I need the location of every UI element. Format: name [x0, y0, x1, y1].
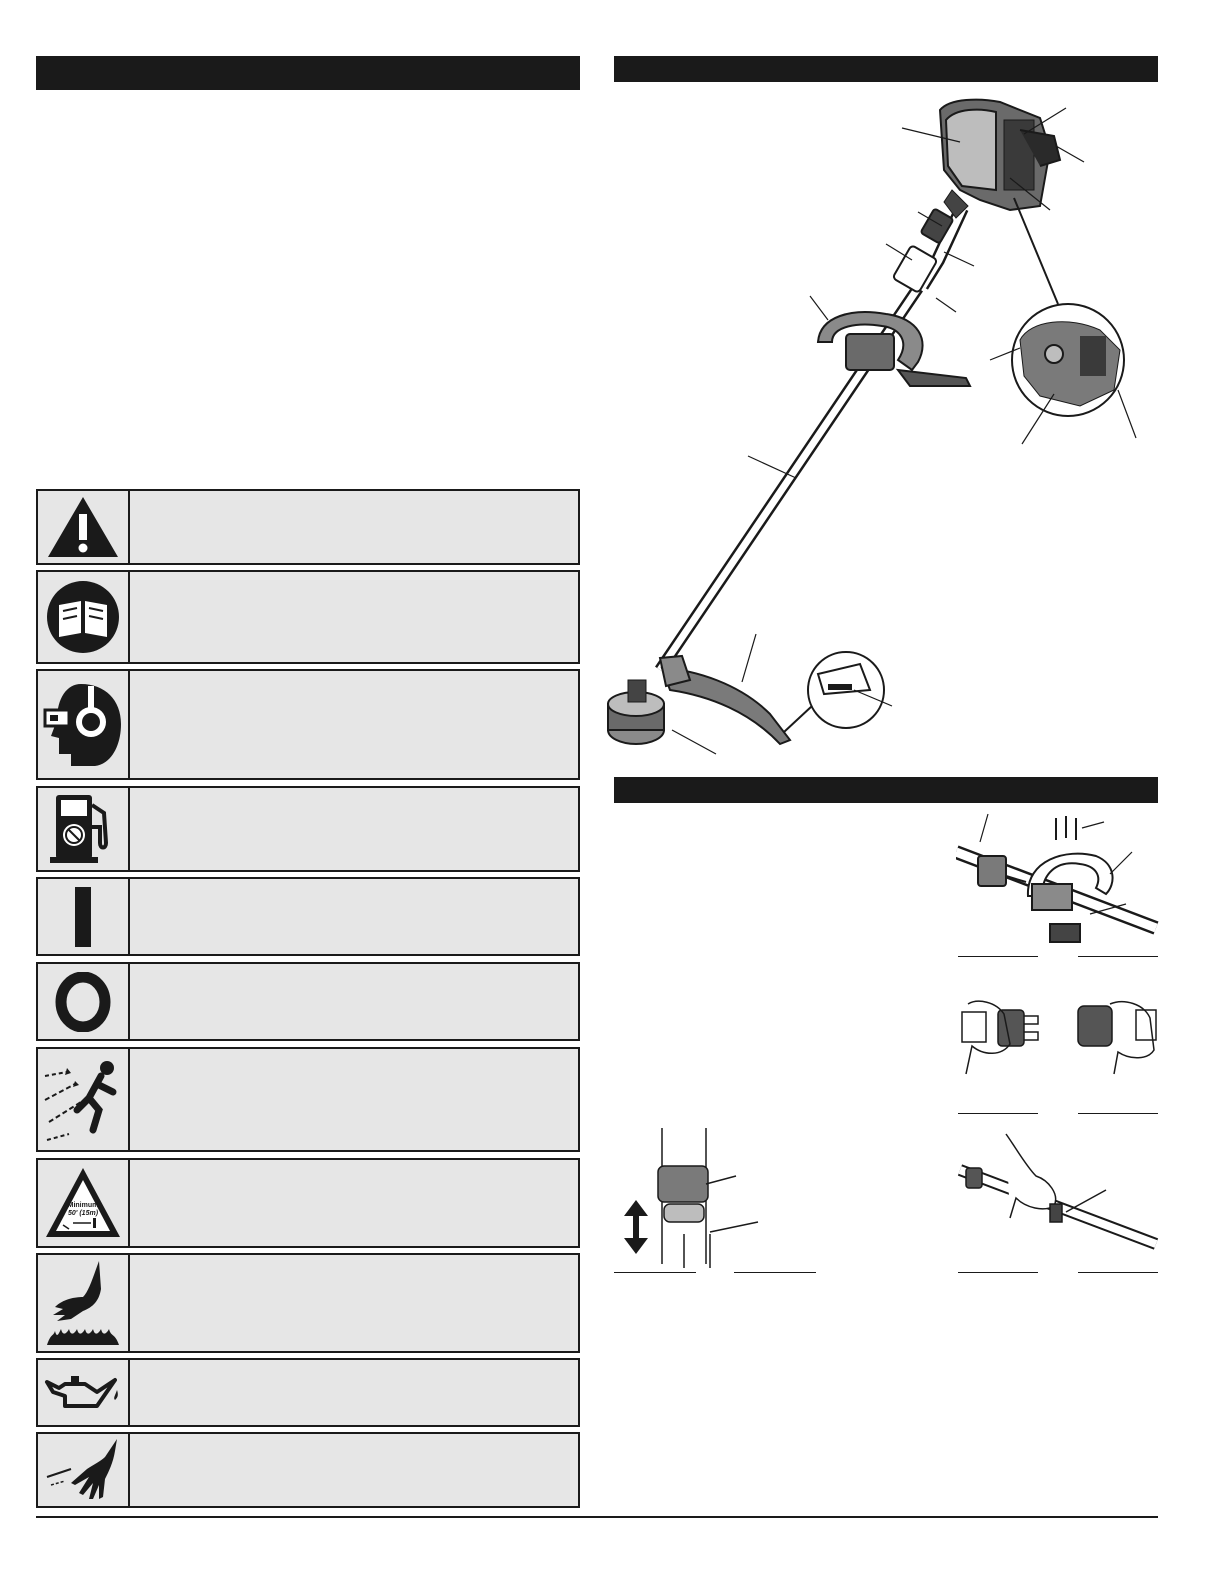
on-switch-icon: [38, 879, 130, 954]
distance-sign-line1: Minimum: [67, 1202, 99, 1209]
symbol-row-distance: [36, 1158, 580, 1248]
off-switch-icon: [38, 964, 130, 1039]
keep-distance-icon: [38, 1160, 130, 1246]
symbol-row-manual: [36, 570, 580, 664]
figure-caption-line: [614, 1272, 696, 1273]
trimmer-head-drawing: [608, 680, 664, 744]
symbol-row-oil: [36, 1358, 580, 1427]
right-bottom-section-header: [614, 777, 1158, 803]
footer-rule: [36, 1516, 1158, 1518]
figure-caption-line: [1078, 1113, 1158, 1114]
symbol-row-warning: [36, 489, 580, 565]
cut-hazard-hand-icon: [38, 1434, 130, 1506]
figure-caption-line: [1078, 956, 1158, 957]
guard-detail-circle: [784, 652, 884, 732]
oil-can-icon: [38, 1360, 130, 1425]
read-manual-icon: [38, 572, 130, 662]
symbol-row-on: [36, 877, 580, 956]
right-bottom-section-title: [614, 786, 624, 802]
callout-leaders: [672, 108, 1136, 754]
handle-assembly-figure: [956, 812, 1160, 952]
debris-guard-drawing: [660, 656, 790, 744]
warning-triangle-icon: [38, 491, 130, 563]
left-section-title: [36, 65, 46, 81]
eye-ear-protection-icon: [38, 671, 130, 778]
symbol-row-hot-surface: [36, 1253, 580, 1353]
figure-caption-line: [958, 1113, 1038, 1114]
hot-surface-icon: [38, 1255, 130, 1351]
up-down-arrow-icon: [624, 1200, 648, 1254]
strap-adjust-figure: [614, 1124, 764, 1268]
symbol-row-protection: [36, 669, 580, 780]
engine-housing: [940, 100, 1060, 218]
buckle-release-figure: [1074, 990, 1160, 1076]
no-smoking-fuel-icon: [38, 788, 130, 870]
figure-caption-line: [958, 1272, 1038, 1273]
front-handle-drawing: [818, 312, 970, 386]
right-top-section-header: [614, 56, 1158, 82]
trimmer-parts-illustration: [600, 90, 1160, 770]
symbol-row-fuel: [36, 786, 580, 872]
distance-sign-line2: 50' (15m): [67, 1210, 99, 1217]
symbol-row-thrown-objects: [36, 1047, 580, 1152]
hand-on-shaft-figure: [956, 1128, 1160, 1268]
figure-caption-line: [734, 1272, 816, 1273]
figure-caption-line: [958, 956, 1038, 957]
symbol-row-off: [36, 962, 580, 1041]
engine-detail-circle: [1012, 198, 1124, 416]
buckle-connect-figure: [958, 990, 1040, 1076]
left-section-header: [36, 56, 580, 90]
thrown-objects-icon: [38, 1049, 130, 1150]
right-top-section-title: [614, 65, 624, 81]
figure-caption-line: [1078, 1272, 1158, 1273]
symbol-row-cut-hazard: [36, 1432, 580, 1508]
